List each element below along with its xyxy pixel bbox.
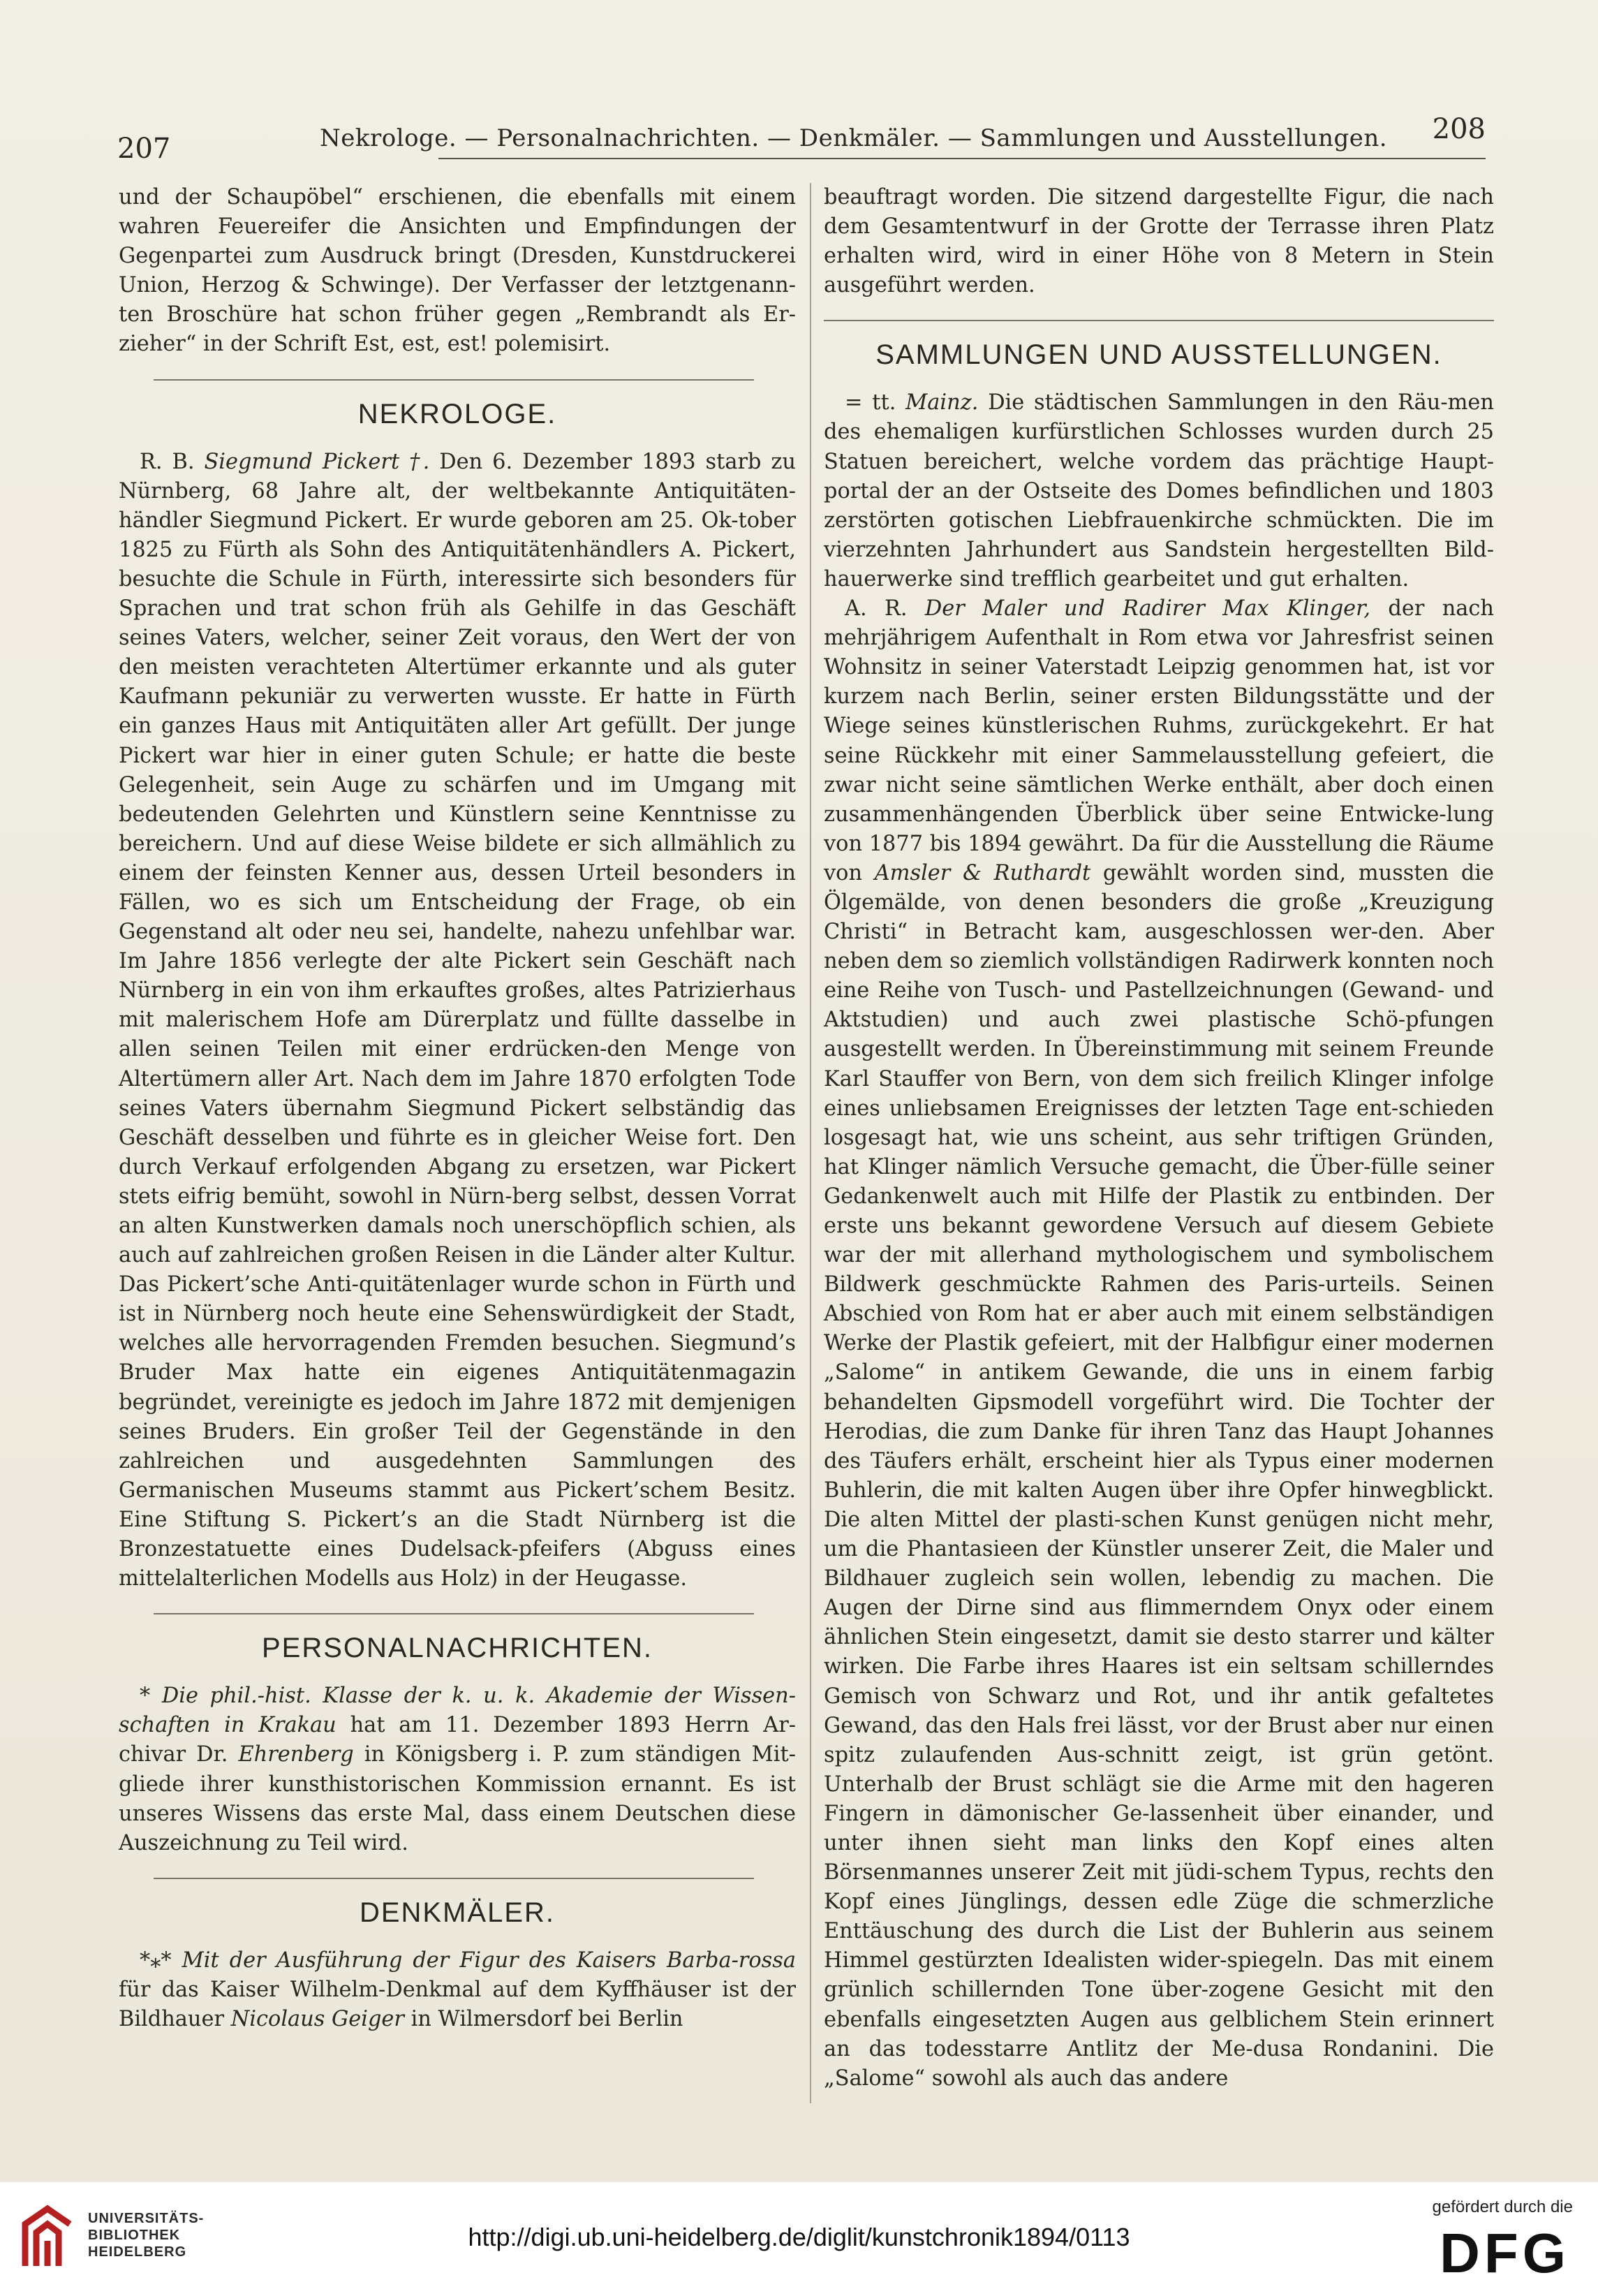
column-divider [810,183,811,2103]
klinger-title: Der Maler und Radirer Max Klinger, [924,596,1370,621]
klinger-body-2: gewählt worden sind, mussten die Ölgemälde, von denen besonders die große „Kreuzigung Christi“ in Betracht kam, ausgeschlossen wer-den. Aber neben dem so ziemlich vollständigen Radirwerk konnten noch eine Reihe von Tusch- und Pastellzeichnungen (Gewand- und Aktstudien) und auch zwei plastische Schö-pfungen ausgestellt werden. In Übereinstimmung mit seinem Freunde Karl Stauffer von Bern, von dem sich freilich Klinger infolge eines unliebsamen Ereignisses der letzten Tage ent-schieden losgesagt hat, wie uns scheint, aus sehr triftigen Gründen, hat Klinger nämlich Versuche gemacht, die Über-fülle seiner Gedankenwelt auch mit Hilfe der Plastik zu entbinden. Der erste uns bekannt gewordene Versuch auf diesem Gebiete war der mit allerhand mythologischem und symbolischem Bildwerk geschmückte Rahmen des Paris-urteils. Seinen Abschied von Rom hat er aber auch mit einem selbständigen Werke der Plastik gefeiert, mit der Halbfigur einer modernen „Salome“ in antikem Gewande, die uns in einem farbig behandelten Gipsmodell vorgeführt wird. Die Tochter der Herodias, die zum Danke für ihren Tanz das Haupt Johannes des Täufers erhält, erscheint hier als Typus einer modernen Buhlerin, die mit kalten Augen über ihre Opfer hinwegblickt. Die alten Mittel der plasti-schen Kunst genügen nicht mehr, um die Phantasieen der Künstler unserer Zeit, die Maler und Bildhauer zugleich sein wollen, lebendig zu machen. Die Augen der Dirne sind aus flimmerndem Onyx oder einem ähnlichen Stein eingesetzt, damit sie desto starrer und kälter wirken. Die Farbe ihres Haares ist ein seltsam schillerndes Gemisch von Schwarz und Rot, und ihr antik gefaltetes Gewand, das den Hals frei lässt, vor der Brust aber nur einen spitz zulaufenden Aus-schnitt zeigt, ist grün getönt. Unterhalb der Brust schlägt sie die Arme mit den hageren Fingern in dämonischer Ge-lassenheit über einander, und unter ihnen sieht man links den Kopf eines alten Börsenmannes unserer Zeit mit jüdi-schem Typus, rechts den Kopf eines Jünglings, dessen edle Züge die schmerzliche Enttäuschung des durch die List der Buhlerin aus seinem Himmel gestürzten Idealisten wider-spiegeln. Das mit einem grünlich schillernden Tone über-zogene Gesicht mit den ebenfalls eingesetzten Augen aus gelblichem Stein erinnert an das todesstarre Antlitz der Me-dusa Rondanini. Die „Salome“ sowohl als auch das andere [824,860,1494,2091]
mainz-paragraph [824,388,1494,594]
logo-line-1: UNIVERSITÄTS- [88,2211,205,2226]
denkmaeler-continuation: beauftragt worden. Die sitzend dargestellte Figur, die nach dem Gesamtentwurf in der Grotte der Terrasse ihren Platz erhalten wird, wird in einer Höhe von 8 Metern in Stein ausgeführt werden. [824,185,1494,298]
klinger-lead: A. R. [845,596,908,621]
intro-paragraph: und der Schaupöbel“ erschienen, die ebenfalls mit einem wahren Feuereifer die Ansichten und Empfindungen der Gegenpartei zum Ausdruck bringt (Dresden, Kunstdruckerei Union, Herzog & Schwinge). Der Verfasser der letztgenann-ten Broschüre hat schon früher gegen „Rembrandt als Er-zieher“ in der Schrift Est, est, est! polemisirt. [119,185,796,357]
running-title: Nekrologe. — Personalnachrichten. — Denkmäler. — Sammlungen und Ausstellungen. [320,124,1388,152]
denkmaeler-body-1: für das Kaiser Wilhelm-Denkmal auf dem Kyffhäuser ist der Bildhauer [119,1977,796,2031]
personal-italic: Die phil.-hist. Klasse der k. u. k. Akademie der Wissen-schaften in Krakau [119,1684,796,1738]
digitization-footer [0,2182,1598,2296]
klinger-firm: Amsler & Ruthardt [874,860,1091,885]
personal-body-2: in Königsberg i. P. zum ständigen Mit-gliede ihrer kunsthistorischen Kommission ernannt. Es ist unseres Wissens das erste Mal, dass einem Deutschen diese Auszeichnung zu Teil wird. [119,1742,796,1855]
mainz-lead: = tt. [845,390,896,415]
mainz-body: Die städtischen Sammlungen in den Räu-men des ehemaligen kurfürstlichen Schlosses wurden durch 25 Statuen bereichert, welche vordem das prächtige Haupt-portal der an der Ostseite des Domes befindlichen und 1803 zerstörten gotischen Liebfrauenkirche schmückten. Die im vierzehnten Jahrhundert aus Sandstein hergestellten Bild-hauerwerke sind trefflich gearbeitet und gut erhalten. [824,390,1494,591]
right-column [824,183,1494,2093]
personal-paragraph [119,1681,796,1858]
denkmaeler-name: Nicolaus Geiger [230,2006,404,2031]
page-number-right: 208 [1432,113,1486,145]
nekrolog-author: R. B. [140,449,195,474]
denkmaeler-italic: Mit der Ausführung der Figur des Kaisers Barba-rossa [182,1948,796,1973]
sammlungen-heading: SAMMLUNGEN UND AUSSTELLUNGEN. [875,339,1442,371]
dfg-logo[interactable]: DFG [1440,2222,1570,2284]
nekrolog-name: Siegmund Pickert †. [204,449,430,474]
denkmaeler-body-2: in Wilmersdorf bei Berlin [410,2006,683,2031]
funded-by-label: gefördert durch die [1432,2198,1573,2216]
denkmaeler-star: *⁎* [140,1948,172,1973]
source-url-link[interactable]: http://digi.ub.uni-heidelberg.de/diglit/kunstchronik1894/0113 [468,2223,1130,2251]
personal-heading: PERSONALNACHRICHTEN. [261,1633,653,1664]
page-number-left: 207 [117,133,171,165]
personal-name: Ehrenberg [238,1742,354,1767]
logo-line-2: BIBLIOTHEK [88,2228,181,2243]
klinger-paragraph [824,594,1494,2093]
denkmaeler-paragraph [119,1946,796,2034]
left-column [119,183,796,2034]
nekrolog-pickert [119,448,796,1594]
klinger-body-1: der nach mehrjährigem Aufenthalt in Rom etwa vor Jahresfrist seinen Wohnsitz in seiner Vaterstadt Leipzig genommen hat, ist vor kurzem nach Berlin, seiner ersten Bildungsstätte und der Wiege seines künstlerischen Ruhms, zurückgekehrt. Er hat seine Rückkehr mit einer Sammelausstellung gefeiert, die zwar nicht seine sämtlichen Werke enthält, aber doch einen zusammenhängenden Überblick über seine Entwicke-lung von 1877 bis 1894 gewährt. Da für die Ausstellung die Räume von [824,596,1494,885]
denkmaeler-heading: DENKMÄLER. [359,1897,556,1928]
header-rule [438,158,1486,159]
logo-line-3: HEIDELBERG [88,2244,187,2260]
nekrologe-heading: NEKROLOGE. [357,398,557,429]
personal-star: * [140,1684,151,1709]
running-header [117,105,1486,165]
nekrolog-body: Den 6. Dezember 1893 starb zu Nürnberg, 68 Jahre alt, der weltbekannte Antiquitäten-händler Siegmund Pickert. Er wurde geboren am 25. Ok-tober 1825 zu Fürth als Sohn des Antiquitätenhändlers A. Pickert, besuchte die Schule in Fürth, interessirte sich besonders für Sprachen und trat schon früh als Gehilfe in das Geschäft seines Vaters, welcher, seiner Zeit voraus, den Wert der von den meisten verachteten Altertümer erkannte und als guter Kaufmann pekuniär zu verwerten wusste. Er hatte in Fürth ein ganzes Haus mit Antiquitäten aller Art gefüllt. Der junge Pickert war hier in einer guten Schule; er hatte die beste Gelegenheit, sein Auge zu schärfen und im Umgang mit bedeutenden Gelehrten und Künstlern seine Kenntnisse zu bereichern. Und auf diese Weise bildete er sich allmählich zu einem der feinsten Kenner aus, dessen Urteil besonders in Fällen, wo es sich um Entscheidung der Frage, ob ein Gegenstand alt oder neu sei, handelte, nahezu unfehlbar war. Im Jahre 1856 verlegte der alte Pickert sein Geschäft nach Nürnberg in ein von ihm erkauftes großes, altes Patrizierhaus mit malerischem Hofe am Dürerplatz und füllte dasselbe in allen seinen Teilen mit einer erdrücken-den Menge von Altertümern aller Art. Nach dem im Jahre 1870 erfolgten Tode seines Vaters übernahm Siegmund Pickert selbständig das Geschäft desselben und führte es in gleicher Weise fort. Den durch Verkauf erfolgenden Abgang zu ersetzen, war Pickert stets eifrig bemüht, sowohl in Nürn-berg selbst, dessen Vorrat an alten Kunstwerken damals noch unerschöpflich schien, als auch auf zahlreichen großen Reisen in die Länder alter Kultur. Das Pickert’sche Anti-quitätenlager wurde schon in Fürth und ist in Nürnberg noch heute eine Sehenswürdigkeit der Stadt, welches alle hervorragenden Fremden besuchen. Siegmund’s Bruder Max hatte ein eigenes Antiquitätenmagazin begründet, vereinigte es jedoch im Jahre 1872 mit demjenigen seines Bruders. Ein großer Teil der Gegenstände in den zahlreichen und ausgedehnten Sammlungen des Germanischen Museums stammt aus Pickert’schem Besitz. Eine Stiftung S. Pickert’s an die Stadt Nürnberg ist die Bronzestatuette eines Dudelsack-pfeifers (Abguss eines mittelalterlichen Modells aus Holz) in der Heugasse. [119,449,796,1591]
personal-body-1: hat am 11. Dezember 1893 Herrn Ar-chivar Dr. [119,1713,796,1767]
mainz-place: Mainz. [905,390,979,415]
